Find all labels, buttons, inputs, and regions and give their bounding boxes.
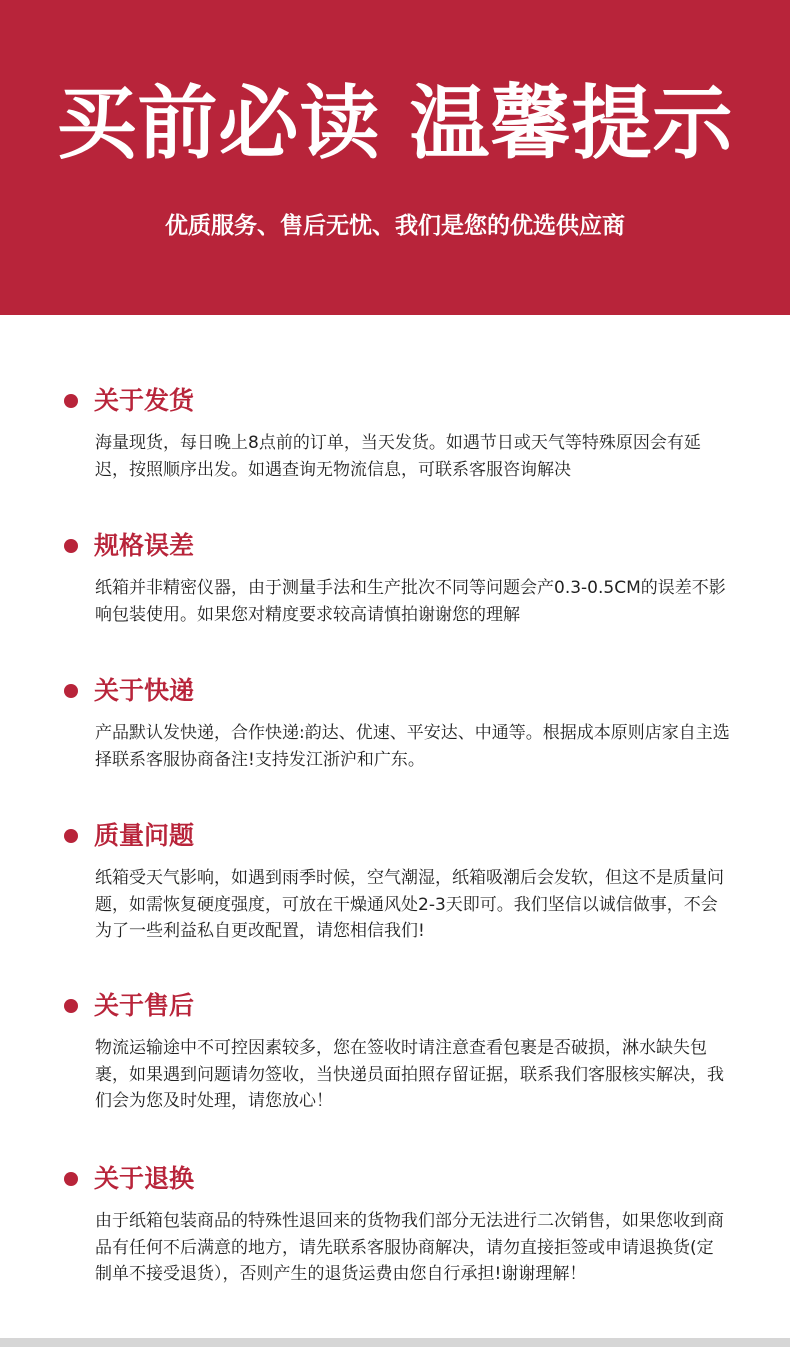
section-heading [64, 674, 194, 708]
section-heading [64, 1162, 194, 1196]
section-title: 关于发货 [94, 386, 195, 415]
section-body: 物流运输途中不可控因素较多，您在签收时请注意查看包裹是否破损，淋水缺失包裹，如果遇到问题请勿签收，当快递员面拍照存留证据，联系我们客服核实解决，我们会为您及时处理，请您放心！ [95, 1038, 724, 1111]
section-title: 规格误差 [94, 531, 195, 560]
section-body: 纸箱受天气影响，如遇到雨季时候，空气潮湿，纸箱吸潮后会发软，但这不是质量问题，如需恢复硬度强度，可放在干燥通风处2-3天即可。我们坚信以诚信做事，不会为了一些利益私自更改配置，请您相信我们! [95, 868, 724, 941]
section-title: 质量问题 [94, 821, 195, 850]
bullet-dot-icon [64, 539, 78, 553]
section-body: 海量现货，每日晚上8点前的订单，当天发货。如遇节日或天气等特殊原因会有延迟，按照顺序出发。如遇查询无物流信息，可联系客服咨询解决 [95, 433, 701, 480]
section-body: 由于纸箱包装商品的特殊性退回来的货物我们部分无法进行二次销售，如果您收到商品有任何不后满意的地方，请先联系客服协商解决，请勿直接拒签或申请退换货(定制单不接受退货），否则产生的退货运费由您自行承担!谢谢理解！ [95, 1211, 724, 1284]
section-heading [64, 529, 194, 563]
bullet-dot-icon [64, 999, 78, 1013]
section-heading [64, 384, 194, 418]
section-heading [64, 989, 194, 1023]
header-banner [0, 0, 790, 315]
section-body: 产品默认发快递，合作快递:韵达、优速、平安达、中通等。根据成本原则店家自主选择联系客服协商备注!支持发江浙沪和广东。 [95, 723, 730, 770]
banner-subtitle: 优质服务、售后无忧、我们是您的优选供应商 [165, 213, 625, 239]
section-title: 关于快递 [94, 676, 195, 705]
bullet-dot-icon [64, 684, 78, 698]
section-body: 纸箱并非精密仪器，由于测量手法和生产批次不同等问题会产0.3-0.5CM的误差不影响包装使用。如果您对精度要求较高请慎拍谢谢您的理解 [95, 578, 726, 625]
banner-title: 买前必读 温馨提示 [56, 77, 734, 170]
bullet-dot-icon [64, 1172, 78, 1186]
bottom-divider [0, 1338, 790, 1347]
section-heading [64, 819, 194, 853]
section-title: 关于退换 [94, 1164, 195, 1193]
bullet-dot-icon [64, 829, 78, 843]
bullet-dot-icon [64, 394, 78, 408]
section-title: 关于售后 [94, 991, 195, 1020]
